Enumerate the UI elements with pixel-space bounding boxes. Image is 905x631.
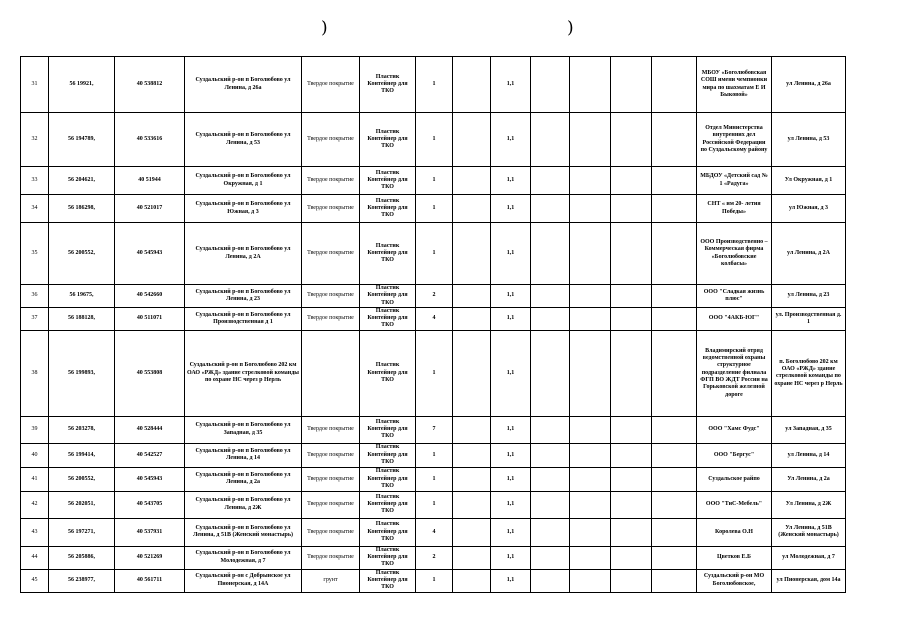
owner-cell: Суздальское райпо — [697, 467, 772, 491]
longitude-cell: 40 521017 — [115, 195, 185, 223]
empty-cell — [531, 307, 570, 330]
container-type-cell: Пластик Контейнер для ТКО — [360, 443, 416, 467]
longitude-cell: 40 537931 — [115, 518, 185, 546]
table-row — [21, 223, 846, 285]
empty-cell — [453, 416, 491, 443]
container-volume-cell: 1,1 — [491, 330, 531, 416]
waste-source-cell: Ул Ленина, д 2а — [772, 467, 846, 491]
empty-cell — [531, 491, 570, 518]
container-type-cell: Пластик Контейнер для ТКО — [360, 223, 416, 285]
longitude-cell: 40 543705 — [115, 491, 185, 518]
empty-cell — [652, 285, 697, 308]
empty-cell — [570, 546, 611, 569]
address-cell: Суздальский р-он п Боголюбово ул Ленина, д 51В (Женский монастырь) — [185, 518, 302, 546]
latitude-cell: 56 205886, — [49, 546, 115, 569]
surface-cell: Твердое покрытие — [302, 467, 360, 491]
address-cell: Суздальский р-он п Боголюбово ул Западная, д 35 — [185, 416, 302, 443]
address-cell: Суздальский р-он п Боголюбово ул Ленина, д 2а — [185, 467, 302, 491]
waste-source-cell: п. Боголюбово 202 км ОАО «РЖД» здание стрелковой команды по охране НС через р Нерль — [772, 330, 846, 416]
surface-cell: Твердое покрытие — [302, 546, 360, 569]
empty-cell — [531, 195, 570, 223]
empty-cell — [570, 569, 611, 592]
container-volume-cell: 1,1 — [491, 416, 531, 443]
table-row — [21, 569, 846, 592]
empty-cell — [652, 57, 697, 113]
empty-cell — [652, 416, 697, 443]
owner-cell: ООО "Сладкая жизнь плюс" — [697, 285, 772, 308]
surface-cell: Твердое покрытие — [302, 285, 360, 308]
table-row — [21, 195, 846, 223]
container-volume-cell: 1,1 — [491, 167, 531, 195]
row-number: 44 — [21, 546, 49, 569]
table-row — [21, 491, 846, 518]
latitude-cell: 56 186298, — [49, 195, 115, 223]
container-count-cell: 1 — [416, 467, 453, 491]
empty-cell — [570, 307, 611, 330]
address-cell: Суздальский р-он п Боголюбово ул Ленина, д 23 — [185, 285, 302, 308]
row-number: 45 — [21, 569, 49, 592]
latitude-cell: 56 202051, — [49, 491, 115, 518]
waste-source-cell: Ул Ленина, д 51В (Женский монастырь) — [772, 518, 846, 546]
row-number: 33 — [21, 167, 49, 195]
latitude-cell: 56 203278, — [49, 416, 115, 443]
owner-cell: ООО "Хамс Фудс" — [697, 416, 772, 443]
table-row — [21, 307, 846, 330]
empty-cell — [611, 113, 652, 167]
owner-cell: МБОУ «Боголюбовская СОШ имени чемпионки мира по шахматам Е И Быковой» — [697, 57, 772, 113]
address-cell: Суздальский р-он п Боголюбово ул Ленина, д 26а — [185, 57, 302, 113]
owner-cell: Суздальский р-он МО Боголюбовское, — [697, 569, 772, 592]
empty-cell — [531, 443, 570, 467]
waste-source-cell: ул Ленина, д 23 — [772, 285, 846, 308]
surface-cell: Твердое покрытие — [302, 113, 360, 167]
latitude-cell: 56 199414, — [49, 443, 115, 467]
waste-source-cell: Ул Ленина, д 2Ж — [772, 491, 846, 518]
surface-cell — [302, 330, 360, 416]
container-type-cell: Пластик Контейнер для ТКО — [360, 113, 416, 167]
empty-cell — [611, 416, 652, 443]
empty-cell — [611, 546, 652, 569]
surface-cell: Твердое покрытие — [302, 167, 360, 195]
table-body — [21, 57, 846, 593]
surface-cell: Твердое покрытие — [302, 491, 360, 518]
empty-cell — [652, 195, 697, 223]
empty-cell — [453, 167, 491, 195]
empty-cell — [570, 285, 611, 308]
container-count-cell: 4 — [416, 518, 453, 546]
container-volume-cell: 1,1 — [491, 569, 531, 592]
owner-cell: ООО "ТиС-Мебель" — [697, 491, 772, 518]
empty-cell — [453, 491, 491, 518]
container-type-cell: Пластик Контейнер для ТКО — [360, 518, 416, 546]
owner-cell: Королева О.Н — [697, 518, 772, 546]
scan-mark-left: ) — [321, 18, 328, 38]
surface-cell: Твердое покрытие — [302, 57, 360, 113]
latitude-cell: 56 238977, — [49, 569, 115, 592]
latitude-cell: 56 200552, — [49, 467, 115, 491]
waste-source-cell: ул. Производственная д. 1 — [772, 307, 846, 330]
latitude-cell: 56 199893, — [49, 330, 115, 416]
owner-cell: ООО "4АКБ-ЮГ" — [697, 307, 772, 330]
container-type-cell: Пластик Контейнер для ТКО — [360, 467, 416, 491]
empty-cell — [453, 307, 491, 330]
longitude-cell: 40 553808 — [115, 330, 185, 416]
row-number: 36 — [21, 285, 49, 308]
empty-cell — [611, 195, 652, 223]
table-row — [21, 518, 846, 546]
row-number: 39 — [21, 416, 49, 443]
empty-cell — [611, 330, 652, 416]
longitude-cell: 40 521269 — [115, 546, 185, 569]
empty-cell — [453, 285, 491, 308]
empty-cell — [611, 167, 652, 195]
empty-cell — [652, 167, 697, 195]
row-number: 38 — [21, 330, 49, 416]
empty-cell — [611, 285, 652, 308]
container-count-cell: 7 — [416, 416, 453, 443]
container-volume-cell: 1,1 — [491, 443, 531, 467]
container-type-cell: Пластик Контейнер для ТКО — [360, 330, 416, 416]
surface-cell: грунт — [302, 569, 360, 592]
owner-cell: Отдел Министерства внутренних дел Российской Федерации по Суздальскому району — [697, 113, 772, 167]
empty-cell — [570, 57, 611, 113]
container-sites-table — [20, 56, 846, 593]
container-count-cell: 4 — [416, 307, 453, 330]
empty-cell — [570, 491, 611, 518]
address-cell: Суздальский р-он п Боголюбово ул Производственная д 1 — [185, 307, 302, 330]
container-volume-cell: 1,1 — [491, 307, 531, 330]
longitude-cell: 40 511071 — [115, 307, 185, 330]
latitude-cell: 56 194789, — [49, 113, 115, 167]
empty-cell — [652, 223, 697, 285]
longitude-cell: 40 545943 — [115, 467, 185, 491]
container-count-cell: 1 — [416, 569, 453, 592]
empty-cell — [652, 518, 697, 546]
container-type-cell: Пластик Контейнер для ТКО — [360, 569, 416, 592]
empty-cell — [570, 416, 611, 443]
empty-cell — [652, 491, 697, 518]
container-count-cell: 1 — [416, 223, 453, 285]
empty-cell — [611, 443, 652, 467]
surface-cell: Твердое покрытие — [302, 416, 360, 443]
container-volume-cell: 1,1 — [491, 546, 531, 569]
empty-cell — [453, 443, 491, 467]
table-row — [21, 467, 846, 491]
container-volume-cell: 1,1 — [491, 467, 531, 491]
address-cell: Суздальский р-он п Боголюбово ул Ленина, д 14 — [185, 443, 302, 467]
container-type-cell: Пластик Контейнер для ТКО — [360, 546, 416, 569]
longitude-cell: 40 51944 — [115, 167, 185, 195]
surface-cell: Твердое покрытие — [302, 443, 360, 467]
owner-cell: ООО Производственно – Коммерческая фирма «Боголюбовские колбасы» — [697, 223, 772, 285]
waste-source-cell: ул Молодежная, д 7 — [772, 546, 846, 569]
table-row — [21, 57, 846, 113]
container-count-cell: 2 — [416, 285, 453, 308]
container-type-cell: Пластик Контейнер для ТКО — [360, 167, 416, 195]
table-row — [21, 285, 846, 308]
latitude-cell: 56 204621, — [49, 167, 115, 195]
empty-cell — [531, 416, 570, 443]
address-cell: Суздальский р-он п Боголюбово ул Южная, д 3 — [185, 195, 302, 223]
longitude-cell: 40 528444 — [115, 416, 185, 443]
container-volume-cell: 1,1 — [491, 195, 531, 223]
surface-cell: Твердое покрытие — [302, 195, 360, 223]
row-number: 32 — [21, 113, 49, 167]
waste-source-cell: ул Южная, д 3 — [772, 195, 846, 223]
empty-cell — [531, 467, 570, 491]
empty-cell — [611, 223, 652, 285]
address-cell: Суздальский р-он п Боголюбово ул Ленина, д 53 — [185, 113, 302, 167]
address-cell: Суздальский р-он п Боголюбово ул Молодежная, д 7 — [185, 546, 302, 569]
empty-cell — [570, 113, 611, 167]
container-type-cell: Пластик Контейнер для ТКО — [360, 57, 416, 113]
container-count-cell: 1 — [416, 491, 453, 518]
table-row — [21, 416, 846, 443]
surface-cell: Твердое покрытие — [302, 223, 360, 285]
empty-cell — [531, 57, 570, 113]
address-cell: Суздальский р-он п Боголюбово ул Окружная, д 1 — [185, 167, 302, 195]
empty-cell — [531, 330, 570, 416]
container-volume-cell: 1,1 — [491, 285, 531, 308]
table-row — [21, 113, 846, 167]
waste-source-cell: ул Ленина, д 53 — [772, 113, 846, 167]
longitude-cell: 40 542660 — [115, 285, 185, 308]
owner-cell: Цветков Е.Б — [697, 546, 772, 569]
longitude-cell: 40 542527 — [115, 443, 185, 467]
longitude-cell: 40 545943 — [115, 223, 185, 285]
empty-cell — [611, 307, 652, 330]
waste-source-cell: Ул Окружная, д 1 — [772, 167, 846, 195]
waste-source-cell: ул Ленина, д 26а — [772, 57, 846, 113]
empty-cell — [453, 113, 491, 167]
empty-cell — [652, 467, 697, 491]
empty-cell — [453, 467, 491, 491]
empty-cell — [453, 546, 491, 569]
container-count-cell: 1 — [416, 443, 453, 467]
empty-cell — [453, 569, 491, 592]
surface-cell: Твердое покрытие — [302, 307, 360, 330]
container-type-cell: Пластик Контейнер для ТКО — [360, 285, 416, 308]
empty-cell — [611, 518, 652, 546]
row-number: 34 — [21, 195, 49, 223]
empty-cell — [611, 467, 652, 491]
address-cell: Суздальский р-он п Боголюбово ул Ленина, д 2Ж — [185, 491, 302, 518]
container-type-cell: Пластик Контейнер для ТКО — [360, 195, 416, 223]
empty-cell — [652, 113, 697, 167]
container-volume-cell: 1,1 — [491, 223, 531, 285]
empty-cell — [453, 195, 491, 223]
table-row — [21, 546, 846, 569]
empty-cell — [611, 569, 652, 592]
longitude-cell: 40 561711 — [115, 569, 185, 592]
empty-cell — [531, 285, 570, 308]
waste-source-cell: ул Пионерская, дом 14а — [772, 569, 846, 592]
empty-cell — [570, 167, 611, 195]
empty-cell — [652, 569, 697, 592]
container-type-cell: Пластик Контейнер для ТКО — [360, 491, 416, 518]
empty-cell — [652, 443, 697, 467]
longitude-cell: 40 533616 — [115, 113, 185, 167]
table-row — [21, 330, 846, 416]
waste-source-cell: ул Ленина, д 14 — [772, 443, 846, 467]
empty-cell — [531, 223, 570, 285]
row-number: 40 — [21, 443, 49, 467]
longitude-cell: 40 538812 — [115, 57, 185, 113]
address-cell: Суздальский р-он с Добрынское ул Пионерская, д 14А — [185, 569, 302, 592]
container-volume-cell: 1,1 — [491, 57, 531, 113]
empty-cell — [570, 223, 611, 285]
empty-cell — [531, 518, 570, 546]
container-count-cell: 1 — [416, 113, 453, 167]
row-number: 41 — [21, 467, 49, 491]
container-type-cell: Пластик Контейнер для ТКО — [360, 307, 416, 330]
row-number: 37 — [21, 307, 49, 330]
container-count-cell: 2 — [416, 546, 453, 569]
empty-cell — [570, 330, 611, 416]
waste-source-cell: ул Западная, д 35 — [772, 416, 846, 443]
empty-cell — [531, 569, 570, 592]
row-number: 42 — [21, 491, 49, 518]
container-count-cell: 1 — [416, 195, 453, 223]
latitude-cell: 56 188128, — [49, 307, 115, 330]
owner-cell: Владимирский отряд ведомственной охраны структурное подразделение филиала ФГП ВО ЖДТ России на Горьковской железной дороге — [697, 330, 772, 416]
empty-cell — [570, 467, 611, 491]
owner-cell: ООО "Бергус" — [697, 443, 772, 467]
container-volume-cell: 1,1 — [491, 113, 531, 167]
row-number: 35 — [21, 223, 49, 285]
latitude-cell: 56 200552, — [49, 223, 115, 285]
container-volume-cell: 1,1 — [491, 518, 531, 546]
waste-source-cell: ул Ленина, д 2А — [772, 223, 846, 285]
table-row — [21, 443, 846, 467]
address-cell: Суздальский р-он п Боголюбово 202 км ОАО «РЖД» здание стрелковой команды по охране НС через р Нерль — [185, 330, 302, 416]
empty-cell — [453, 518, 491, 546]
empty-cell — [570, 443, 611, 467]
empty-cell — [611, 57, 652, 113]
container-volume-cell: 1,1 — [491, 491, 531, 518]
latitude-cell: 56 19675, — [49, 285, 115, 308]
row-number: 31 — [21, 57, 49, 113]
surface-cell: Твердое покрытие — [302, 518, 360, 546]
empty-cell — [652, 330, 697, 416]
empty-cell — [531, 113, 570, 167]
container-count-cell: 1 — [416, 57, 453, 113]
empty-cell — [453, 57, 491, 113]
container-count-cell: 1 — [416, 167, 453, 195]
container-count-cell: 1 — [416, 330, 453, 416]
empty-cell — [531, 167, 570, 195]
address-cell: Суздальский р-он п Боголюбово ул Ленина, д 2А — [185, 223, 302, 285]
scan-mark-right: ) — [567, 18, 574, 38]
owner-cell: МБДОУ «Детский сад № 1 «Радуга» — [697, 167, 772, 195]
empty-cell — [570, 195, 611, 223]
empty-cell — [611, 491, 652, 518]
table-row — [21, 167, 846, 195]
latitude-cell: 56 197271, — [49, 518, 115, 546]
empty-cell — [453, 330, 491, 416]
empty-cell — [531, 546, 570, 569]
empty-cell — [453, 223, 491, 285]
container-type-cell: Пластик Контейнер для ТКО — [360, 416, 416, 443]
row-number: 43 — [21, 518, 49, 546]
empty-cell — [570, 518, 611, 546]
latitude-cell: 56 19921, — [49, 57, 115, 113]
empty-cell — [652, 546, 697, 569]
empty-cell — [652, 307, 697, 330]
owner-cell: СНТ « им 20- летия Победы» — [697, 195, 772, 223]
